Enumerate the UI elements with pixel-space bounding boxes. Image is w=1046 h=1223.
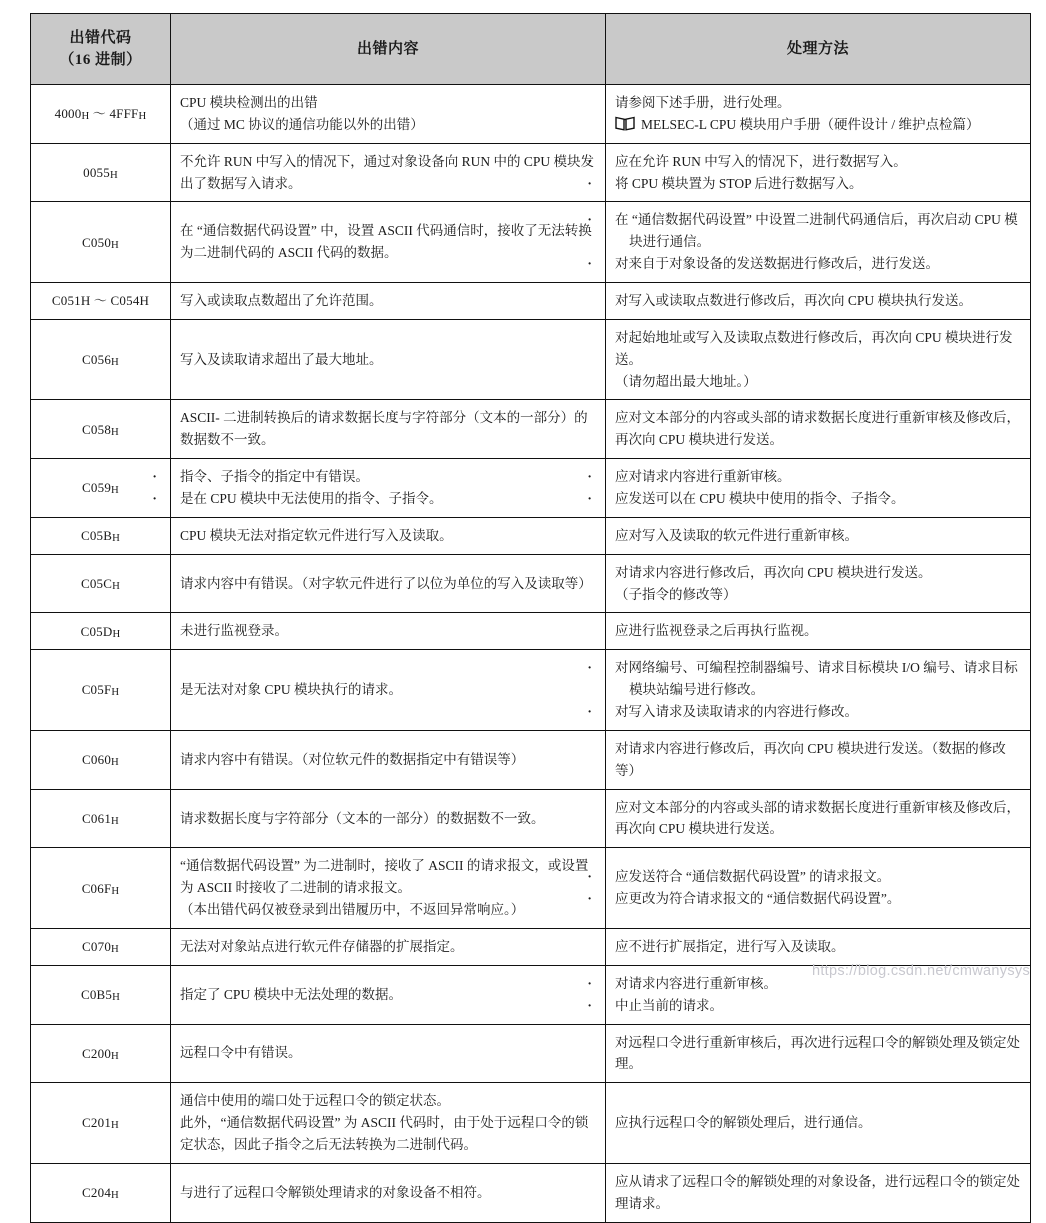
error-code-cell <box>31 1163 171 1222</box>
error-code-text: C06F <box>81 880 112 896</box>
text-line: 是无法对对象 CPU 模块执行的请求。 <box>180 682 403 698</box>
table-row <box>31 1083 1031 1164</box>
action-cell <box>606 1163 1031 1222</box>
bullet-line: · 应发送可以在 CPU 模块中使用的指令、子指令。 <box>615 488 1021 510</box>
text-line: 应对文本部分的内容或头部的请求数据长度进行重新审核及修改后，再次向 CPU 模块进行发送。 <box>615 410 1020 448</box>
text-line: 指定了 CPU 模块中无法处理的数据。 <box>180 986 403 1002</box>
bullet-line: · 将 CPU 模块置为 STOP 后进行数据写入。 <box>615 173 1021 195</box>
error-content-cell <box>171 848 606 929</box>
book-icon-svg <box>615 116 635 131</box>
text-line: 此外，“通信数据代码设置” 为 ASCII 代码时，由于处于远程口令的锁定状态，因此子指令之后无法转换为二进制代码。 <box>180 1115 589 1152</box>
error-code-text: C058 <box>82 421 112 437</box>
action-cell <box>606 1024 1031 1083</box>
action-cell <box>606 650 1031 731</box>
text-line: 远程口令中有错误。 <box>180 1045 302 1061</box>
hex-suffix: H <box>111 757 119 769</box>
error-code-text: C201 <box>82 1115 112 1131</box>
hex-suffix: H <box>111 485 119 497</box>
table-header <box>31 14 1031 85</box>
error-content-cell <box>171 554 606 613</box>
header-row <box>31 14 1031 85</box>
text-line: 无法对对象站点进行软元件存储器的扩展指定。 <box>180 938 464 954</box>
action-cell <box>606 400 1031 459</box>
bullet-line: · 对来自于对象设备的发送数据进行修改后，进行发送。 <box>615 253 1021 275</box>
error-code-text: C051H ～ C054H <box>51 293 150 309</box>
action-cell <box>606 965 1031 1024</box>
text-line: 应从请求了远程口令的解锁处理的对象设备，进行远程口令的锁定处理请求。 <box>615 1173 1020 1211</box>
bullet-line: · 是在 CPU 模块中无法使用的指令、子指令。 <box>180 488 596 510</box>
column-header-error-code <box>31 14 171 85</box>
error-content-cell <box>171 613 606 650</box>
text-line: “通信数据代码设置” 为二进制时，接收了 ASCII 的请求报文，或设置为 ASCII 时接收了二进制的请求报文。 <box>180 858 589 896</box>
error-code-cell <box>31 143 171 202</box>
hex-suffix: H <box>111 885 120 897</box>
error-code-cell <box>31 965 171 1024</box>
text-line: （请勿超出最大地址。） <box>615 373 757 389</box>
text-line: 对写入或读取点数进行修改后，再次向 CPU 模块执行发送。 <box>615 293 973 309</box>
hex-suffix: H <box>109 169 118 181</box>
text-line: 请求内容中有错误。（对位软元件的数据指定中有错误等） <box>180 751 525 767</box>
text-line: 与进行了远程口令解锁处理请求的对象设备不相符。 <box>180 1184 491 1200</box>
error-code-text: C060 <box>82 752 112 768</box>
text-line: 请求内容中有错误。（对字软元件进行了以位为单位的写入及读取等） <box>180 575 592 591</box>
hex-suffix: H <box>112 580 121 592</box>
header-code-line2: （16 进制） <box>59 52 142 68</box>
text-line: 应进行监视登录之后再执行监视。 <box>615 623 818 639</box>
table-row <box>31 789 1031 848</box>
hex-suffix: H <box>111 687 120 699</box>
action-cell <box>606 789 1031 848</box>
text-line: 通信中使用的端口处于远程口令的锁定状态。 <box>180 1093 450 1109</box>
error-code-cell <box>31 319 171 400</box>
action-cell <box>606 459 1031 518</box>
text-line: （子指令的修改等） <box>615 586 737 602</box>
text-line: 应执行远程口令的解锁处理后，进行通信。 <box>615 1115 872 1131</box>
hex-suffix: H <box>112 992 121 1004</box>
hex-suffix: H <box>111 239 119 251</box>
error-content-cell <box>171 1083 606 1164</box>
error-content-cell <box>171 965 606 1024</box>
error-code-table <box>30 13 1031 1223</box>
error-code-text: C0B5 <box>80 987 113 1003</box>
error-code-text-2: ～ 4FFF <box>89 106 139 122</box>
manual-reference-label: MELSEC-L CPU 模块用户手册（硬件设计 / 维护点检篇） <box>641 116 980 132</box>
table-row <box>31 517 1031 554</box>
error-content-cell <box>171 1163 606 1222</box>
hex-suffix: H <box>111 426 119 438</box>
text-line: 对远程口令进行重新审核后，再次进行远程口令的解锁处理及锁定处理。 <box>615 1034 1020 1072</box>
text-line: 对请求内容进行修改后，再次向 CPU 模块进行发送。（数据的修改等） <box>615 740 1006 778</box>
error-content-cell <box>171 517 606 554</box>
action-cell <box>606 613 1031 650</box>
error-content-cell <box>171 283 606 320</box>
text-line: 请求数据长度与字符部分（文本的一部分）的数据数不一致。 <box>180 810 545 826</box>
error-content-cell <box>171 400 606 459</box>
text-line: 写入及读取请求超出了最大地址。 <box>180 351 383 367</box>
action-cell <box>606 143 1031 202</box>
error-code-cell <box>31 202 171 283</box>
action-cell <box>606 1083 1031 1164</box>
error-content-cell <box>171 319 606 400</box>
error-code-text: C204 <box>82 1185 112 1201</box>
error-code-text: C05F <box>81 682 112 698</box>
table-row <box>31 400 1031 459</box>
action-cell <box>606 202 1031 283</box>
error-code-cell <box>31 85 171 144</box>
table-row <box>31 1024 1031 1083</box>
text-line: 应对写入及读取的软元件进行重新审核。 <box>615 527 858 543</box>
error-code-text: C05D <box>80 623 113 639</box>
header-code-line1: 出错代码 <box>69 29 132 46</box>
hex-suffix: H <box>111 1120 119 1132</box>
error-code-text: C059 <box>82 480 112 496</box>
table-row <box>31 613 1031 650</box>
error-code-cell <box>31 730 171 789</box>
column-header-action: 处理方法 <box>606 14 1031 85</box>
action-cell <box>606 283 1031 320</box>
hex-suffix: H <box>111 944 119 956</box>
error-content-cell <box>171 143 606 202</box>
hex-suffix: H <box>111 357 119 369</box>
text-line: CPU 模块检测出的出错 <box>180 95 318 110</box>
error-code-text: C050 <box>82 234 112 250</box>
text-line: （通过 MC 协议的通信功能以外的出错） <box>180 116 424 132</box>
text-line: （本出错代码仅被登录到出错履历中，不返回异常响应。） <box>180 902 525 918</box>
text-line: 请参阅下述手册，进行处理。 <box>615 95 791 110</box>
error-code-text: C070 <box>82 939 112 955</box>
table-body <box>31 85 1031 1223</box>
error-code-cell <box>31 848 171 929</box>
error-content-cell <box>171 730 606 789</box>
error-content-cell <box>171 85 606 144</box>
text-line: 不允许 RUN 中写入的情况下，通过对象设备向 RUN 中的 CPU 模块发出了数据写入请求。 <box>180 153 595 191</box>
table-row <box>31 965 1031 1024</box>
error-content-cell <box>171 650 606 731</box>
error-content-cell <box>171 459 606 518</box>
table-row <box>31 848 1031 929</box>
action-cell <box>606 517 1031 554</box>
error-code-cell <box>31 400 171 459</box>
error-content-cell <box>171 928 606 965</box>
text-line: 对起始地址或写入及读取点数进行修改后，再次向 CPU 模块进行发送。 <box>615 329 1013 367</box>
error-code-cell <box>31 650 171 731</box>
bullet-line: · 应更改为符合请求报文的 “通信数据代码设置”。 <box>615 888 1021 910</box>
bullet-line: · 应在允许 RUN 中写入的情况下，进行数据写入。 <box>615 151 1021 173</box>
error-code-cell <box>31 1083 171 1164</box>
action-cell <box>606 730 1031 789</box>
table-row <box>31 459 1031 518</box>
manual-reference <box>615 114 1021 136</box>
table-row <box>31 554 1031 613</box>
table-row <box>31 1163 1031 1222</box>
error-code-text: C200 <box>82 1045 112 1061</box>
table-row <box>31 319 1031 400</box>
error-code-text: C056 <box>82 352 112 368</box>
table-row <box>31 143 1031 202</box>
action-cell <box>606 848 1031 929</box>
text-line: ASCII- 二进制转换后的请求数据长度与字符部分（文本的一部分）的数据数不一致。 <box>180 410 588 448</box>
text-line: 应不进行扩展指定，进行写入及读取。 <box>615 938 845 954</box>
text-line: 在 “通信数据代码设置” 中，设置 ASCII 代码通信时，接收了无法转换为二进制代码的 ASCII 代码的数据。 <box>180 223 592 261</box>
bullet-line: · 指令、子指令的指定中有错误。 <box>180 466 596 488</box>
table-row <box>31 650 1031 731</box>
hex-suffix: H <box>111 1050 119 1062</box>
table-row <box>31 730 1031 789</box>
action-cell <box>606 928 1031 965</box>
error-code-text: C05B <box>80 528 113 544</box>
bullet-line: · 对请求内容进行重新审核。 <box>615 973 1021 995</box>
error-code-cell <box>31 554 171 613</box>
error-content-cell <box>171 1024 606 1083</box>
bullet-line: · 中止当前的请求。 <box>615 995 1021 1017</box>
column-header-error-content: 出错内容 <box>171 14 606 85</box>
text-line: 应对文本部分的内容或头部的请求数据长度进行重新审核及修改后，再次向 CPU 模块进行发送。 <box>615 799 1020 837</box>
table-row <box>31 283 1031 320</box>
bullet-line: · 应对请求内容进行重新审核。 <box>615 466 1021 488</box>
bullet-line: · 在 “通信数据代码设置” 中设置二进制代码通信后，再次启动 CPU 模块进行通信。 <box>615 209 1021 253</box>
hex-suffix: H <box>112 628 121 640</box>
hex-suffix: H <box>111 815 119 827</box>
action-cell <box>606 85 1031 144</box>
text-line: 对请求内容进行修改后，再次向 CPU 模块进行发送。 <box>615 564 932 580</box>
bullet-line: · 对网络编号、可编程控制器编号、请求目标模块 I/O 编号、请求目标模块站编号进行修改。 <box>615 657 1021 701</box>
error-code-text: C05C <box>80 575 113 591</box>
text-line: CPU 模块无法对指定软元件进行写入及读取。 <box>180 527 453 543</box>
text-line: 写入或读取点数超出了允许范围。 <box>180 293 383 309</box>
action-cell <box>606 319 1031 400</box>
error-code-text: 0055 <box>83 164 110 180</box>
error-code-text: 4000 <box>54 106 82 122</box>
hex-suffix-2: H <box>138 111 147 123</box>
text-line: 未进行监视登录。 <box>180 623 288 639</box>
error-code-cell <box>31 1024 171 1083</box>
error-code-cell <box>31 789 171 848</box>
hex-suffix: H <box>81 111 90 123</box>
hex-suffix: H <box>112 533 121 545</box>
error-code-cell <box>31 283 171 320</box>
action-cell <box>606 554 1031 613</box>
error-code-cell <box>31 928 171 965</box>
table-row <box>31 928 1031 965</box>
bullet-line: · 应发送符合 “通信数据代码设置” 的请求报文。 <box>615 866 1021 888</box>
error-content-cell <box>171 789 606 848</box>
error-content-cell <box>171 202 606 283</box>
error-code-cell <box>31 613 171 650</box>
error-code-cell <box>31 517 171 554</box>
error-code-cell <box>31 459 171 518</box>
bullet-line: · 对写入请求及读取请求的内容进行修改。 <box>615 701 1021 723</box>
error-code-text: C061 <box>82 810 112 826</box>
watermark-text: https://blog.csdn.net/cmwanysys <box>811 963 1030 979</box>
table-row <box>31 85 1031 144</box>
hex-suffix: H <box>111 1190 119 1202</box>
table-row <box>31 202 1031 283</box>
